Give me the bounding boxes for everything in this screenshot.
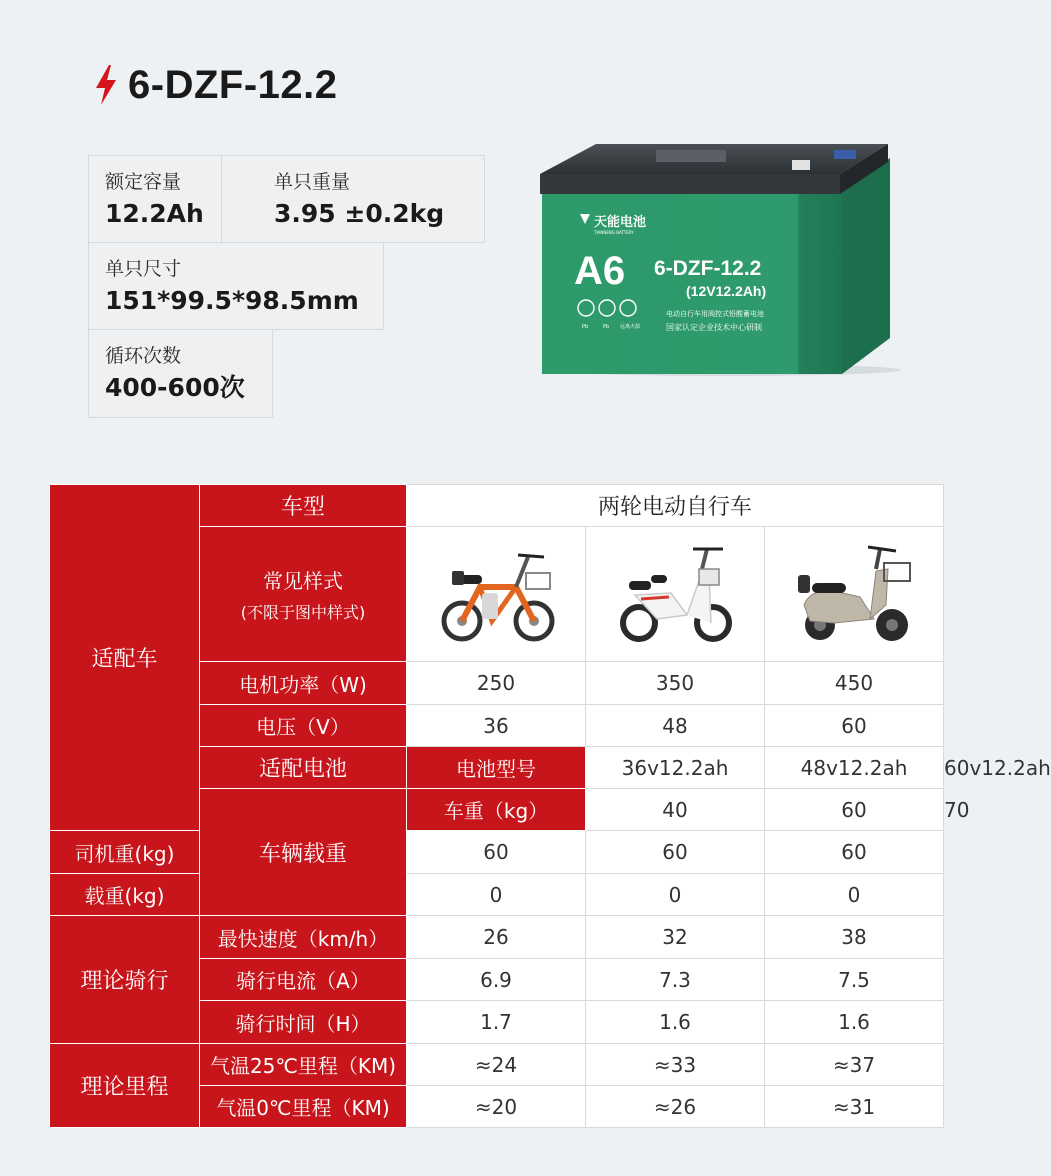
row-label-driver-weight: 司机重(kg)	[50, 831, 200, 874]
spec-size	[88, 242, 384, 330]
orange-ebike-image	[432, 535, 560, 653]
style-label: 常见样式	[263, 569, 343, 593]
table-row	[50, 485, 944, 527]
battery-line-1: 电动自行车用阀控式铅酸蓄电池	[666, 310, 764, 318]
product-title-row	[94, 62, 338, 108]
cell-car-weight-1: 40	[586, 789, 765, 831]
cell-battery-model-2: 48v12.2ah	[765, 747, 944, 789]
cell-driver-weight-1: 60	[407, 831, 586, 874]
spec-capacity-value: 12.2Ah	[105, 199, 204, 228]
group-theory-ride: 理论骑行	[50, 916, 200, 1044]
battery-icon-label-2: Pb	[603, 324, 610, 330]
cell-range-25-1: ≈24	[407, 1044, 586, 1086]
spec-weight-label: 单只重量	[274, 171, 351, 193]
spec-size-value: 151*99.5*98.5mm	[105, 286, 359, 315]
cell-max-speed-2: 32	[586, 916, 765, 959]
product-model-title: 6-DZF-12.2	[128, 62, 338, 107]
bike-cell-1	[407, 527, 586, 662]
cell-voltage-1: 36	[407, 705, 586, 747]
group-theory-range: 理论里程	[50, 1044, 200, 1128]
cell-voltage-3: 60	[765, 705, 944, 747]
row-label-max-speed: 最快速度（km/h）	[200, 916, 407, 959]
group-battery: 适配电池	[200, 747, 407, 789]
cell-range-0-2: ≈26	[586, 1086, 765, 1128]
lightning-bolt-icon	[94, 65, 118, 105]
battery-series: A6	[574, 249, 626, 293]
cell-power-3: 450	[765, 662, 944, 705]
cell-power-1: 250	[407, 662, 586, 705]
spec-capacity-label: 额定容量	[105, 171, 182, 193]
spec-cycles	[88, 329, 273, 418]
cell-current-3: 7.5	[765, 959, 944, 1001]
table-row	[50, 874, 944, 916]
row-label-current: 骑行电流（A）	[200, 959, 407, 1001]
cell-ride-time-1: 1.7	[407, 1001, 586, 1044]
row-label-cargo: 载重(kg)	[50, 874, 200, 916]
table-row	[50, 916, 944, 959]
cell-cargo-1: 0	[407, 874, 586, 916]
type-label: 车型	[200, 485, 407, 527]
battery-brand: 天能电池	[594, 215, 647, 230]
cell-range-25-2: ≈33	[586, 1044, 765, 1086]
cell-range-0-3: ≈31	[765, 1086, 944, 1128]
cell-cargo-3: 0	[765, 874, 944, 916]
cell-current-1: 6.9	[407, 959, 586, 1001]
spec-cycles-label: 循环次数	[105, 345, 182, 367]
spec-cycles-value: 400-600次	[105, 373, 245, 402]
battery-line-2: 国家认定企业技术中心研制	[666, 323, 762, 332]
cell-driver-weight-3: 60	[765, 831, 944, 874]
cell-range-25-3: ≈37	[765, 1044, 944, 1086]
cell-max-speed-1: 26	[407, 916, 586, 959]
white-ebike-image	[611, 535, 739, 653]
cell-voltage-2: 48	[586, 705, 765, 747]
spec-weight	[221, 155, 485, 243]
row-label-range-25: 气温25℃里程（KM)	[200, 1044, 407, 1086]
row-label-power: 电机功率（W)	[200, 662, 407, 705]
row-label-range-0: 气温0℃里程（KM)	[200, 1086, 407, 1128]
type-value: 两轮电动自行车	[407, 485, 944, 527]
battery-icon-label-3: 远离火源	[620, 324, 641, 330]
bike-cell-3	[765, 527, 944, 662]
cell-cargo-2: 0	[586, 874, 765, 916]
table-row: 适配电池 电池型号 36v12.2ah 48v12.2ah 60v12.2ah	[50, 747, 944, 789]
table-row: 车辆载重 车重（kg） 40 60 70	[50, 789, 944, 831]
table-row	[50, 1044, 944, 1086]
row-label-ride-time: 骑行时间（H）	[200, 1001, 407, 1044]
row-label-car-weight: 车重（kg）	[407, 789, 586, 831]
cell-driver-weight-2: 60	[586, 831, 765, 874]
spec-size-label: 单只尺寸	[105, 258, 182, 280]
bike-cell-2	[586, 527, 765, 662]
spec-weight-value: 3.95 ±0.2kg	[274, 199, 445, 228]
gray-escooter-image	[790, 535, 918, 653]
group-load: 车辆载重	[200, 789, 407, 916]
style-label-cell	[200, 527, 407, 662]
row-label-voltage: 电压（V）	[200, 705, 407, 747]
battery-model: 6-DZF-12.2	[654, 257, 762, 280]
battery-brand-en: TIANNENG BATTERY	[594, 230, 634, 235]
cell-battery-model-1: 36v12.2ah	[586, 747, 765, 789]
cell-max-speed-3: 38	[765, 916, 944, 959]
battery-icon-label-1: Pb	[582, 324, 589, 330]
table-row	[50, 831, 944, 874]
cell-car-weight-2: 60	[765, 789, 944, 831]
group-vehicle: 适配车	[50, 485, 200, 831]
battery-product-image	[536, 138, 908, 378]
style-note: (不限于图中样式)	[240, 603, 366, 622]
row-label-battery-model: 电池型号	[407, 747, 586, 789]
cell-current-2: 7.3	[586, 959, 765, 1001]
cell-ride-time-2: 1.6	[586, 1001, 765, 1044]
cell-power-2: 350	[586, 662, 765, 705]
cell-range-0-1: ≈20	[407, 1086, 586, 1128]
battery-rating: (12V12.2Ah)	[686, 283, 767, 299]
adapter-spec-table	[49, 484, 1051, 1128]
spec-capacity	[88, 155, 222, 243]
cell-ride-time-3: 1.6	[765, 1001, 944, 1044]
